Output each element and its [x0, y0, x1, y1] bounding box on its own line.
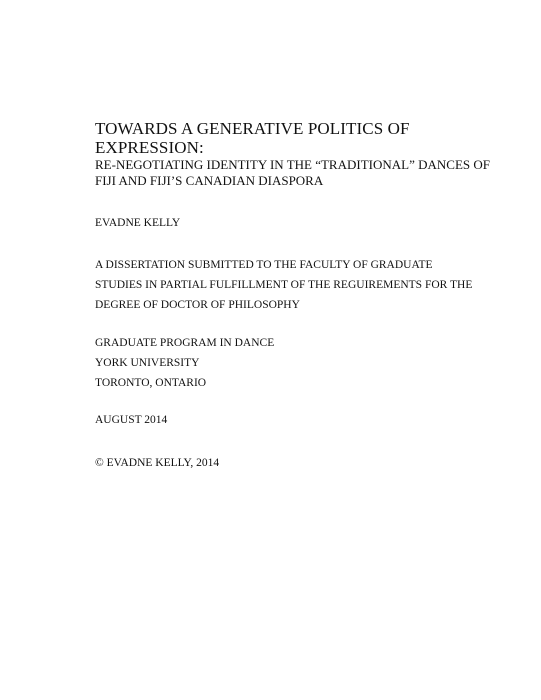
- author-name: EVADNE KELLY: [95, 217, 181, 229]
- location: TORONTO, ONTARIO: [95, 377, 207, 389]
- dissertation-subtitle: [95, 157, 495, 189]
- dissertation-title: [95, 119, 495, 157]
- program-name: GRADUATE PROGRAM IN DANCE: [95, 337, 275, 349]
- subtitle-line: FIJI AND FIJI’S CANADIAN DIASPORA: [95, 173, 324, 188]
- submission-statement: [95, 255, 495, 315]
- statement-line: STUDIES IN PARTIAL FULFILLMENT OF THE REGUIREMENTS FOR THE: [95, 279, 473, 291]
- university-name: YORK UNIVERSITY: [95, 357, 200, 369]
- title-line: EXPRESSION:: [95, 138, 204, 157]
- statement-line: A DISSERTATION SUBMITTED TO THE FACULTY OF GRADUATE: [95, 259, 433, 271]
- submission-date: AUGUST 2014: [95, 414, 168, 426]
- subtitle-line: RE-NEGOTIATING IDENTITY IN THE “TRADITIONAL” DANCES OF: [95, 157, 490, 172]
- statement-line: DEGREE OF DOCTOR OF PHILOSOPHY: [95, 299, 300, 311]
- title-line: TOWARDS A GENERATIVE POLITICS OF: [95, 119, 410, 138]
- program-institution: [95, 333, 495, 393]
- copyright-notice: © EVADNE KELLY, 2014: [95, 457, 220, 469]
